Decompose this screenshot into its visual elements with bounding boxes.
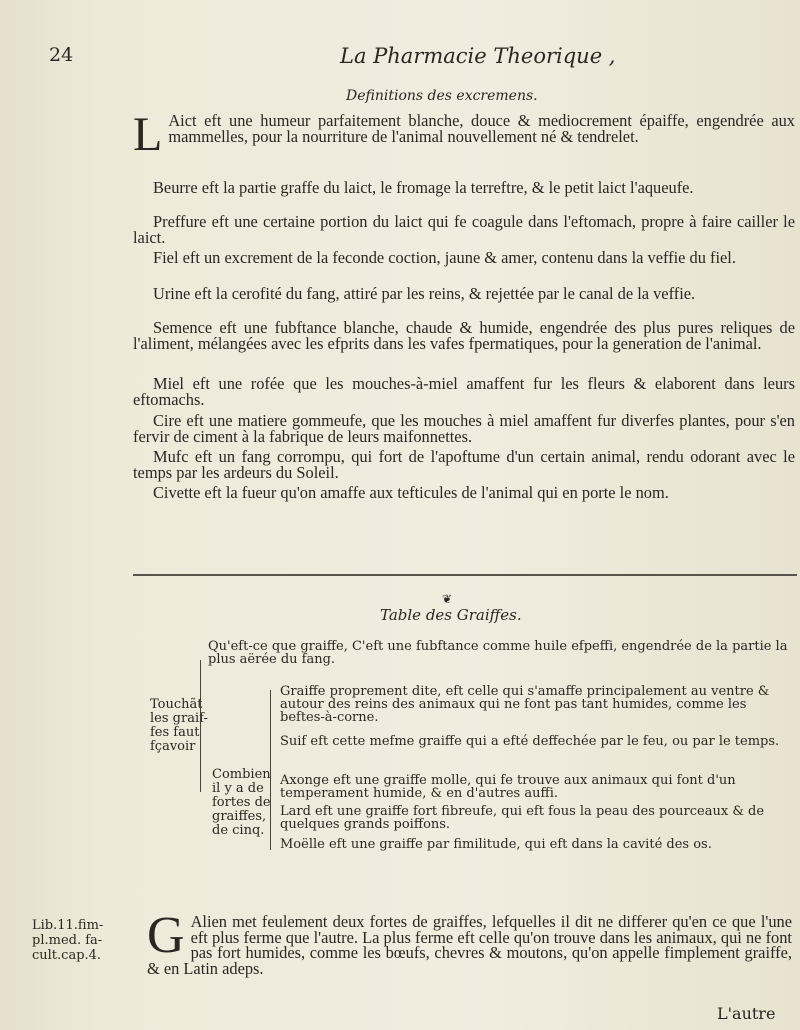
ornament-icon: ❦ [442,592,453,606]
paragraph-text: Fiel eft un excrement de la feconde coction, jaune & amer, contenu dans la veffie du fiel. [153,248,736,267]
mid-label-line: de cinq. [212,823,265,838]
paragraph-text: Urine eft la cerofité du fang, attiré par les reins, & rejettée par le canal de la veffie. [153,284,696,303]
paragraph-text: Mufc eft un fang corrompu, qui fort de l'apoftume d'un certain animal, rendu odorant avec le temps par les ardeurs du Soleil. [133,447,795,482]
divider-rule [133,574,797,576]
table-entry: Graiffe proprement dite, eft celle qui s'amaffe principalement au ventre & autour des reins des animaux qui ne font pas tant humides, comme les beftes-à-corne. [280,684,770,725]
section-title: Definitions des excremens. [346,88,538,104]
margin-note-line: pl.med. fa- [32,933,103,948]
margin-note-line: cult.cap.4. [32,948,102,963]
paragraph-cire [133,413,795,444]
paragraph-galien [147,907,792,978]
paragraph-text: Cire eft une matiere gommeufe, que les mouches à miel amaffent fur diverfes plantes, pour s'en fervir de ciment à la fabrique de leurs maifonnettes. [133,411,795,446]
table-entry: Lard eft une graiffe fort fibreufe, qui eft fous la peau des pourceaux & de quelques grands poiffons. [280,804,765,832]
table-entry: Suif eft cette mefme graiffe qui a efté deffechée par le feu, ou par le temps. [280,734,780,749]
mid-brace [270,690,271,850]
paragraph-text: Beurre eft la partie graffe du laict, le fromage la terreftre, & le petit laict l'aqueufe. [153,178,694,197]
left-label-line: Touchãt [150,697,203,712]
paragraph-text: Aict eft une humeur parfaitement blanche, douce & mediocrement épaiffe, engendrée aux mammelles, pour la nourriture de l'animal nouvellement né & tendrelet. [168,111,795,146]
mid-label-line: Combien [212,767,271,782]
paragraph-text: Miel eft une rofée que les mouches-à-miel amaffent fur les fleurs & elaborent dans leurs eftomachs. [133,374,795,409]
paragraph-urine [133,286,795,302]
paragraph-beurre [133,180,795,196]
drop-cap: L [133,108,163,161]
table-mid-label [212,768,271,838]
paragraph-preffure [133,214,795,245]
table-title [380,592,522,624]
mid-label-line: il y a de [212,781,264,796]
paragraph-semence [133,320,795,351]
mid-label-line: fortes de [212,795,271,810]
paragraph-fiel [133,250,795,266]
paragraph-text: Preffure eft une certaine portion du laict qui fe coagule dans l'eftomach, propre à faire cailler le laict. [133,212,795,247]
running-title: La Pharmacie Theorique , [340,44,616,68]
paragraph-laict [133,108,795,161]
table-entry: Axonge eft une graiffe molle, qui fe trouve aux animaux qui font d'un temperament humide, & en d'autres auffi. [280,773,736,801]
page-number: 24 [49,44,74,66]
paragraph-miel [133,376,795,407]
mid-label-line: graiffes, [212,809,267,824]
left-label-line: les graif- [150,711,208,726]
paragraph-civette [133,485,795,501]
left-brace [200,660,201,792]
left-label-line: fes faut [150,725,200,740]
drop-cap: G [147,907,185,964]
paragraph-text: Alien met feulement deux fortes de graiffes, lefquelles il dit ne differer qu'en ce que l'une eft plus ferme que l'autre. La plus ferme eft celle qu'on trouve dans les animaux, qui ne font pas fort humides, comme les bœufs, chevres & moutons, qu'on appelle fimplement graiffe, & en Latin adeps. [147,912,792,978]
paragraph-text: Semence eft une fubftance blanche, chaude & humide, engendrée des plus pures reliques de l'aliment, mélangées avec les efprits dans les vafes fpermatiques, pour la generation de l'animal. [133,318,795,353]
margin-note [32,918,103,963]
left-label-line: fçavoir [150,739,196,754]
margin-note-line: Lib.11.fim- [32,918,104,933]
table-title-text: Table des Graiffes. [380,606,522,624]
table-entry: Moëlle eft une graiffe par fimilitude, qui eft dans la cavité des os. [280,837,712,852]
catchword: L'autre [717,1004,776,1023]
table-entry: Qu'eft-ce que graiffe, C'eft une fubftance comme huile efpeffi, engendrée de la partie la plus aërée du fang. [208,639,788,667]
paragraph-mufc [133,449,795,480]
paragraph-text: Civette eft la fueur qu'on amaffe aux tefticules de l'animal qui en porte le nom. [153,483,669,502]
